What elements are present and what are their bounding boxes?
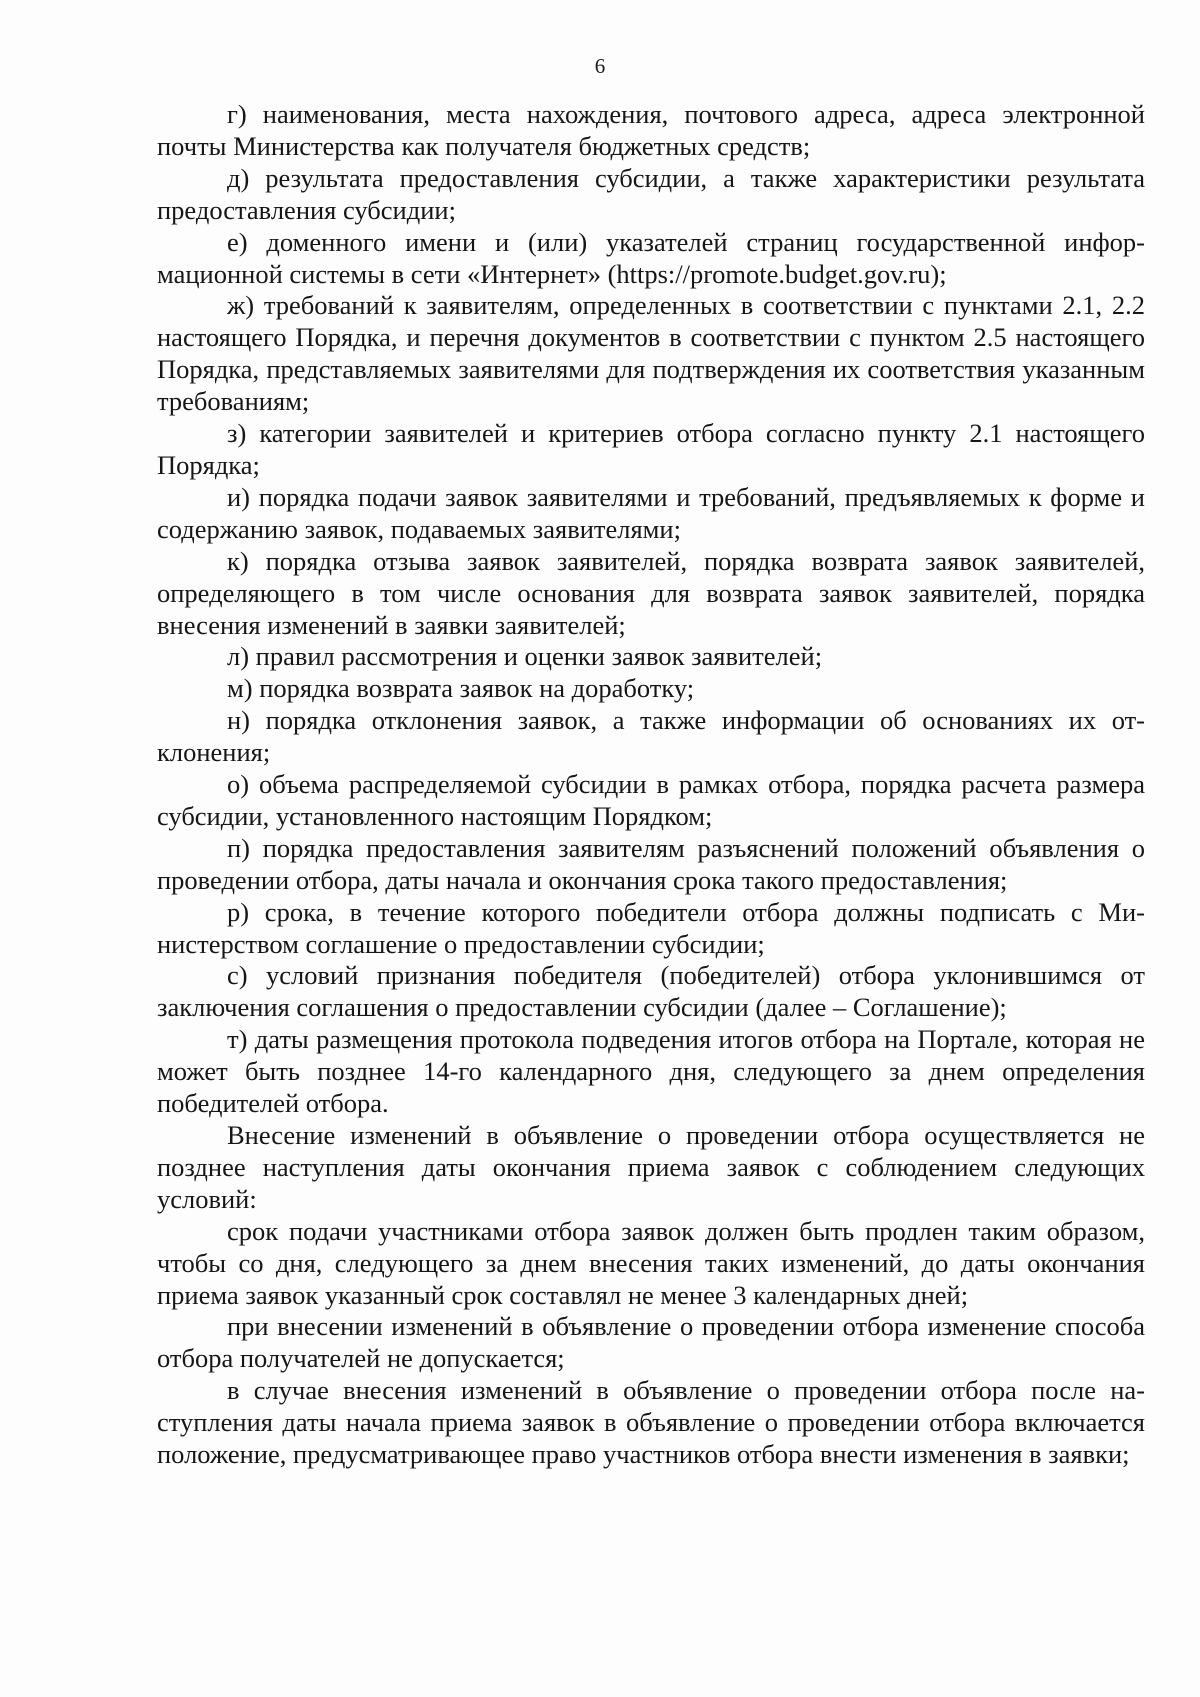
paragraph-z: з) категории заявителей и критериев отбора согласно пункту 2.1 настоящего Порядка; xyxy=(157,418,1145,480)
document-body xyxy=(157,99,1145,1471)
paragraph-o: о) объема распределяемой субсидии в рамках отбора, порядка расчета размера субсидии, установленного настоящим Порядком; xyxy=(157,769,1145,831)
paragraph-changes-intro: Внесение изменений в объявление о проведении отбора осуществляется не позднее наступления даты окончания приема заявок с соблюдением следующих условий: xyxy=(157,1120,1145,1214)
paragraph-changes-deadline: срок подачи участниками отбора заявок должен быть продлен таким образом, чтобы со дня, следующего за днем внесения таких изменений, до даты окончания приема заявок указанный срок составлял не менее 3 календарных дней; xyxy=(157,1215,1145,1310)
paragraph-e: е) доменного имени и (или) указателей страниц государственной информационной системы в сети «Интернет» (https://promote.budget.gov.ru); xyxy=(157,226,1145,289)
paragraph-n: н) порядка отклонения заявок, а также информации об основаниях их отклонения; xyxy=(157,705,1145,768)
paragraph-l: л) правил рассмотрения и оценки заявок заявителей; xyxy=(227,641,823,672)
paragraph-changes-applications: в случае внесения изменений в объявление о проведении отбора после наступления даты начала приема заявок в объявление о проведении отбора включается положение, предусматривающее право участников отбора внести изменения в заявки; xyxy=(157,1375,1145,1470)
paragraph-t: т) даты размещения протокола подведения итогов отбора на Портале, которая не может быть позднее 14-го календарного дня, следующего за днем определения победителей отбора. xyxy=(157,1024,1145,1119)
paragraph-m: м) порядка возврата заявок на доработку; xyxy=(227,673,695,704)
paragraph-g: г) наименования, места нахождения, почтового адреса, адреса электронной почты Министерства как получателя бюджетных средств; xyxy=(157,99,1145,161)
paragraph-zh: ж) требований к заявителям, определенных в соответствии с пунктами 2.1, 2.2 настоящего Порядка, и перечня документов в соответствии с пунктом 2.5 настоящего Порядка, представляемых заявителями для подтверждения их соответствия указанным требованиям; xyxy=(157,290,1145,417)
paragraph-i: и) порядка подачи заявок заявителями и требований, предъявляемых к форме и содержанию заявок, подаваемых заявителями; xyxy=(157,481,1145,544)
paragraph-changes-method: при внесении изменений в объявление о проведении отбора изменение способа отбора получателей не допускается; xyxy=(157,1311,1145,1374)
paragraph-s: с) условий признания победителя (победителей) отбора уклонившимся от заключения соглашения о предоставлении субсидии (далее – Соглашение); xyxy=(157,960,1145,1023)
paragraph-p: п) порядка предоставления заявителям разъяснений положений объявления о проведении отбора, даты начала и окончания срока такого предоставления; xyxy=(157,832,1145,895)
paragraph-r: р) срока, в течение которого победители отбора должны подписать с Министерством соглашение о предоставлении субсидии; xyxy=(157,896,1145,959)
page-number: 6 xyxy=(594,54,606,78)
paragraph-k: к) порядка отзыва заявок заявителей, порядка возврата заявок заявителей, определяющего в том числе основания для возврата заявок заявителей, порядка внесения изменений в заявки заявителей; xyxy=(157,545,1145,640)
paragraph-d: д) результата предоставления субсидии, а также характеристики результата предоставления субсидии; xyxy=(157,162,1145,225)
